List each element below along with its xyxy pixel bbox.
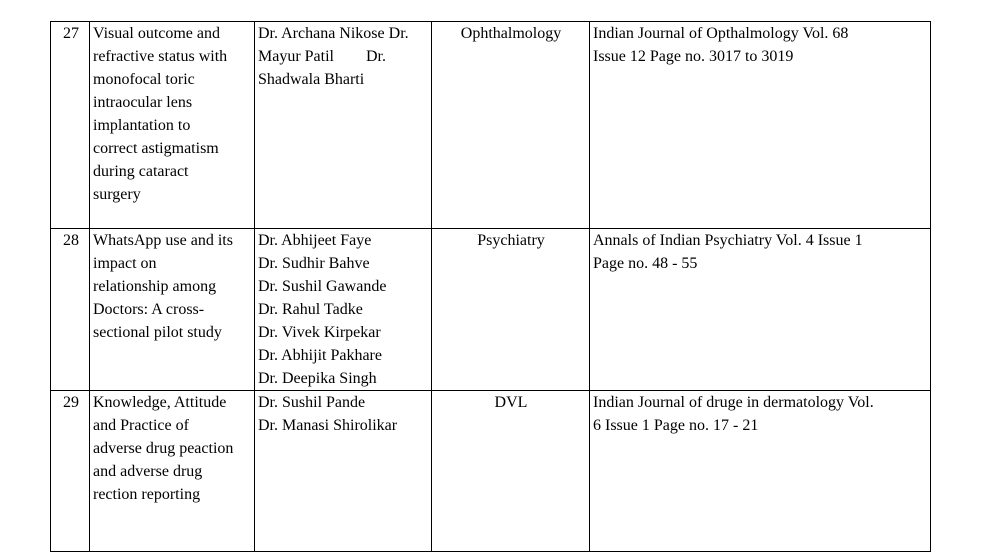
department: DVL	[432, 391, 590, 552]
paper-title	[90, 22, 255, 229]
authors	[255, 391, 432, 552]
publications-table	[50, 21, 931, 552]
journal-details	[590, 229, 931, 391]
paper-title-line: WhatsApp use and its	[93, 232, 233, 249]
table-row	[51, 22, 931, 229]
author-line: Dr. Sushil Pande	[258, 394, 366, 411]
author-line: Dr. Vivek Kirpekar	[258, 324, 381, 341]
author-line: Dr. Sushil Gawande	[258, 278, 387, 295]
author-line: Shadwala Bharti	[258, 71, 365, 88]
paper-title-line: sectional pilot study	[93, 324, 222, 341]
author-line: Dr. Manasi Shirolikar	[258, 417, 398, 434]
author-line: Mayur Patil Dr.	[258, 48, 386, 65]
paper-title	[90, 391, 255, 552]
serial-number: 27	[51, 22, 90, 229]
journal-line: Issue 12 Page no. 3017 to 3019	[593, 48, 794, 65]
paper-title-line: impact on	[93, 255, 157, 272]
serial-number: 29	[51, 391, 90, 552]
authors	[255, 229, 432, 391]
journal-line: Indian Journal of Opthalmology Vol. 68	[593, 25, 849, 42]
paper-title-line: relationship among	[93, 278, 217, 295]
author-line: Dr. Archana Nikose Dr.	[258, 25, 409, 42]
paper-title-line: monofocal toric	[93, 71, 195, 88]
paper-title-line: surgery	[93, 186, 141, 203]
journal-line: 6 Issue 1 Page no. 17 - 21	[593, 417, 759, 434]
paper-title-line: intraocular lens	[93, 94, 193, 111]
paper-title-line: Visual outcome and	[93, 25, 221, 42]
author-line: Dr. Abhijeet Faye	[258, 232, 372, 249]
table-row	[51, 229, 931, 391]
paper-title-line: adverse drug peaction	[93, 440, 234, 457]
journal-line: Annals of Indian Psychiatry Vol. 4 Issue 1	[593, 232, 863, 249]
paper-title-line: Doctors: A cross-	[93, 301, 205, 318]
department: Ophthalmology	[432, 22, 590, 229]
paper-title-line: rection reporting	[93, 486, 201, 503]
author-line: Dr. Rahul Tadke	[258, 301, 363, 318]
paper-title-line: refractive status with	[93, 48, 228, 65]
paper-title-line: Knowledge, Attitude	[93, 394, 227, 411]
author-line: Dr. Deepika Singh	[258, 370, 377, 387]
serial-number: 28	[51, 229, 90, 391]
paper-title-line: implantation to	[93, 117, 191, 134]
journal-line: Page no. 48 - 55	[593, 255, 698, 272]
department: Psychiatry	[432, 229, 590, 391]
paper-title-line: correct astigmatism	[93, 140, 219, 157]
paper-title-line: during cataract	[93, 163, 189, 180]
author-line: Dr. Sudhir Bahve	[258, 255, 370, 272]
journal-details	[590, 391, 931, 552]
paper-title	[90, 229, 255, 391]
paper-title-line: and adverse drug	[93, 463, 203, 480]
table-row	[51, 391, 931, 552]
paper-title-line: and Practice of	[93, 417, 189, 434]
author-line: Dr. Abhijit Pakhare	[258, 347, 382, 364]
journal-details	[590, 22, 931, 229]
authors	[255, 22, 432, 229]
journal-line: Indian Journal of druge in dermatology Vol.	[593, 394, 874, 411]
